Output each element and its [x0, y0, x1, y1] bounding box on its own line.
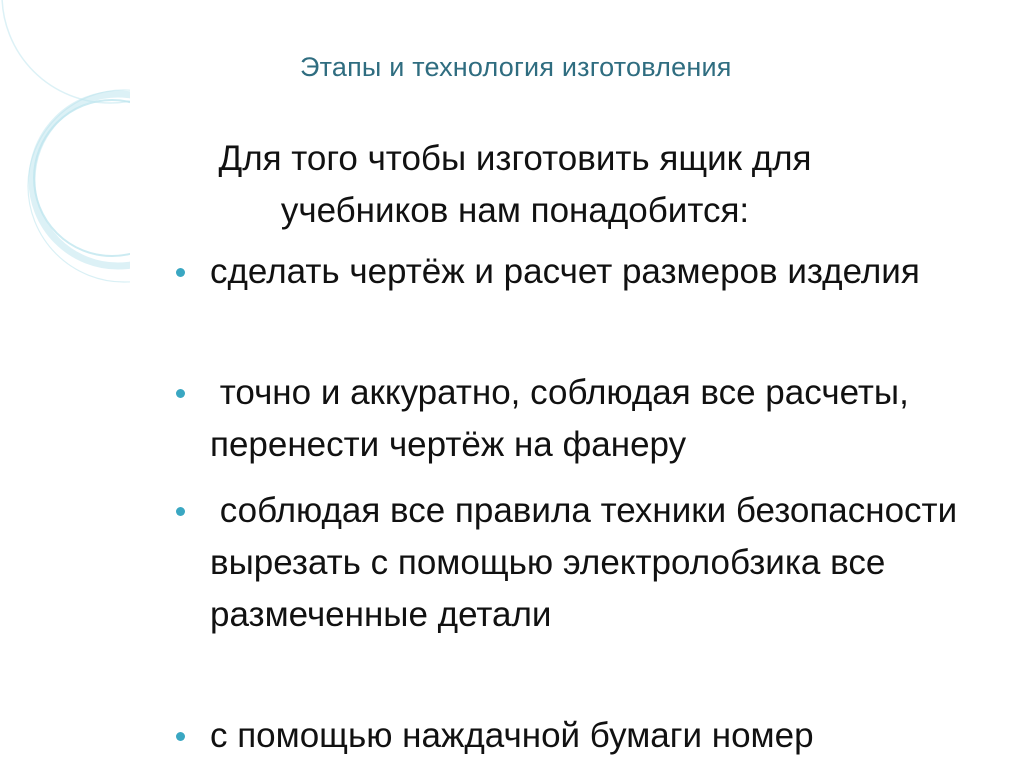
bullet-icon — [176, 507, 185, 516]
bullet-icon — [176, 268, 185, 277]
list-item-text: соблюдая все правила техники безопасности вырезать с помощью электролобзика все размеченные детали — [210, 491, 967, 634]
intro-paragraph: Для того чтобы изготовить ящик для учебников нам понадобится: — [218, 139, 812, 230]
bullet-icon — [176, 732, 185, 741]
bullet-icon — [176, 389, 185, 398]
slide-title: Этапы и технология изготовления — [300, 52, 732, 82]
list-item-text: сделать чертёж и расчет размеров изделия — [210, 252, 920, 291]
list-item-text: точно и аккуратно, соблюдая все расчеты, перенести чертёж на фанеру — [210, 373, 919, 464]
list-item-text: с помощью наждачной бумаги номер — [210, 716, 814, 755]
decorative-arcs-icon — [0, 0, 130, 300]
